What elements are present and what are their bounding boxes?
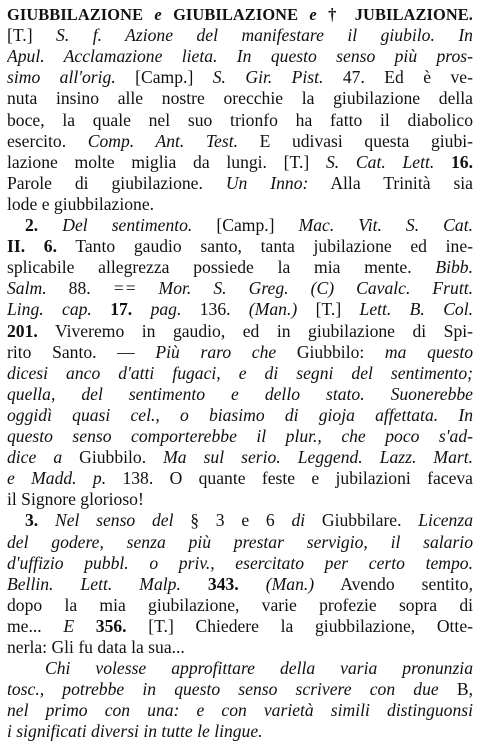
text-segment: nerla: Gli fu data la sua...	[7, 637, 185, 657]
entry-line	[7, 236, 473, 257]
text-segment: Lett. B. Col.	[359, 299, 473, 320]
text-segment: 201.	[7, 320, 38, 341]
entry-line	[7, 405, 473, 426]
text-segment: [T.]	[7, 25, 57, 46]
text-segment: me...	[7, 615, 64, 636]
entry-line	[7, 215, 473, 236]
text-segment: e	[154, 5, 174, 24]
text-segment: † JUBILAZIONE.	[328, 5, 473, 24]
dictionary-entry-page	[7, 4, 473, 748]
entry-line	[7, 152, 473, 173]
text-segment: [T.]	[297, 299, 360, 320]
entry-line	[7, 363, 473, 384]
text-segment: E	[63, 615, 96, 636]
entry-line	[7, 700, 473, 721]
text-segment: simo all'orig.	[7, 67, 136, 88]
text-segment: 16.	[450, 151, 473, 172]
text-segment: Mac. Vit. S. Cat.	[298, 215, 473, 235]
text-segment: pag.	[150, 299, 200, 320]
text-segment: di	[291, 510, 306, 531]
text-segment: Comp. Ant. Test.	[87, 130, 238, 151]
text-segment: S. f. Azione del manifestare il giubilo. In	[56, 25, 473, 46]
text-segment: 2.	[25, 215, 63, 235]
text-segment: e	[309, 5, 329, 24]
text-segment: Licenza	[418, 510, 473, 531]
entry-line	[7, 510, 473, 531]
entry-line	[7, 46, 473, 67]
entry-line	[7, 110, 473, 131]
text-segment: Parole di giubilazione.	[7, 172, 226, 193]
text-segment: Giubbilare.	[305, 510, 419, 531]
text-segment: del godere, senza più prestar servigio, il salario	[7, 531, 473, 552]
text-segment: d'uffizio pubbl. o priv., esercitato per certo tempo.	[7, 552, 473, 573]
text-segment: lode e giubbilazione.	[7, 193, 155, 214]
text-segment: § 3 e 6	[173, 510, 292, 531]
text-segment: 17.	[110, 299, 151, 320]
entry-line	[7, 489, 473, 510]
text-segment: II. 6.	[7, 236, 57, 257]
text-segment: Nel senso del	[54, 510, 174, 531]
text-segment: (Man.)	[265, 573, 315, 594]
text-segment: Viveremo in gaudio, ed in giubilazione di Spi-	[37, 320, 473, 341]
text-segment: Alla Trinità sia	[308, 172, 473, 193]
text-segment: Ma sul serio. Leggend. Lazz. Mart.	[163, 447, 473, 468]
text-segment: Giubbilo:	[276, 341, 385, 362]
text-segment: rito Santo. —	[7, 341, 156, 362]
entry-line	[7, 721, 473, 742]
entry-line	[7, 342, 473, 363]
entry-line	[7, 679, 473, 700]
text-segment: 47. Ed è ve-	[342, 67, 473, 88]
entry-line	[7, 637, 473, 658]
text-segment: S. Cat. Lett.	[325, 151, 451, 172]
entry-line	[7, 321, 473, 342]
text-segment: tosc., potrebbe in questo senso scrivere con due	[7, 679, 439, 700]
text-segment: nuta insino alle nostre orecchie la giubilazione della	[7, 88, 473, 109]
text-segment: Chi volesse approfittare della varia pronunzia	[45, 658, 473, 679]
text-segment: Giubbilo.	[62, 447, 164, 468]
text-segment: e Madd. p.	[7, 468, 123, 489]
entry-line	[7, 574, 473, 595]
text-segment: Più raro che	[155, 341, 277, 362]
text-segment: GIUBILAZIONE	[173, 5, 310, 24]
text-segment: Bellin. Lett. Malp.	[7, 573, 208, 594]
text-segment: esercito.	[7, 130, 88, 151]
entry-line	[7, 595, 473, 616]
text-segment: 3.	[25, 510, 55, 531]
entry-line	[7, 468, 473, 489]
text-segment: dopo la mia giubilazione, varie profezie sopra di	[7, 594, 473, 615]
entry-line	[7, 658, 473, 679]
text-segment: O quante feste e jubilazioni faceva	[153, 468, 473, 489]
text-segment: ma questo	[384, 341, 473, 362]
entry-line	[7, 173, 473, 194]
text-segment: boce, la quale nel suo trionfo ha fatto il diabolico	[7, 109, 473, 130]
text-segment: 136.	[199, 299, 249, 320]
text-segment: lazione molte miglia da lungi. [T.]	[7, 151, 326, 172]
text-segment: Salm.	[7, 278, 69, 299]
text-segment: quella, del sentimento e dello stato. Suonerebbe	[7, 383, 473, 404]
text-segment: Apul. Acclamazione lieta. In questo senso più pros-	[7, 46, 473, 67]
entry-line	[7, 131, 473, 152]
text-segment: Bibb.	[435, 257, 473, 278]
text-segment: Un Inno:	[225, 172, 309, 193]
text-segment: 88.	[68, 278, 91, 299]
entry-line	[7, 299, 473, 320]
entry-line	[7, 384, 473, 405]
text-segment: dice a	[7, 447, 63, 468]
text-segment: (Man.)	[248, 299, 298, 320]
text-segment: 138.	[122, 468, 154, 489]
text-segment: 356.	[95, 615, 127, 636]
text-segment: E udivasi questa giubi-	[238, 130, 473, 151]
text-segment: oggidì quasi cel., o biasimo di gioja affettata. In	[7, 404, 473, 425]
entry-line	[7, 426, 473, 447]
text-segment: [Camp.]	[135, 67, 213, 88]
text-segment: [Camp.]	[192, 215, 299, 235]
entry-line	[7, 194, 473, 215]
text-segment: i significati diversi in tutte le lingue.	[7, 721, 263, 742]
entry-line	[7, 257, 473, 278]
text-segment: Avendo sentito,	[314, 573, 473, 594]
text-segment: Ling. cap.	[7, 299, 111, 320]
entry-line	[7, 447, 473, 468]
text-segment: Tanto gaudio santo, tanta jubilazione ed ine-	[56, 236, 473, 257]
entry-line	[7, 616, 473, 637]
entry-line	[7, 4, 473, 25]
text-segment: [T.] Chiedere la giubbilazione, Otte-	[126, 615, 473, 636]
text-segment: Del sentimento.	[62, 215, 193, 235]
text-segment: B,	[438, 679, 473, 700]
entry-line	[7, 67, 473, 88]
text-segment: questo senso comporterebbe il plur., che poco s'ad-	[7, 426, 473, 446]
text-segment: GIUBBILAZIONE	[7, 5, 155, 24]
entry-line	[7, 553, 473, 574]
text-segment: 343.	[207, 573, 266, 594]
text-segment: S. Gir. Pist.	[212, 67, 343, 88]
entry-line	[7, 532, 473, 553]
text-segment: il Signore glorioso!	[7, 489, 144, 510]
text-segment: nel primo con una: e con varietà simili distinguonsi	[7, 700, 473, 721]
entry-line	[7, 88, 473, 109]
text-segment: == Mor. S. Greg. (C) Cavalc. Frutt.	[90, 278, 473, 299]
entry-line	[7, 278, 473, 299]
text-segment: splicabile allegrezza possiede la mia mente.	[7, 257, 436, 278]
entry-line	[7, 25, 473, 46]
text-segment: dicesi anco d'atti fugaci, e di segni del sentimento;	[7, 362, 473, 383]
